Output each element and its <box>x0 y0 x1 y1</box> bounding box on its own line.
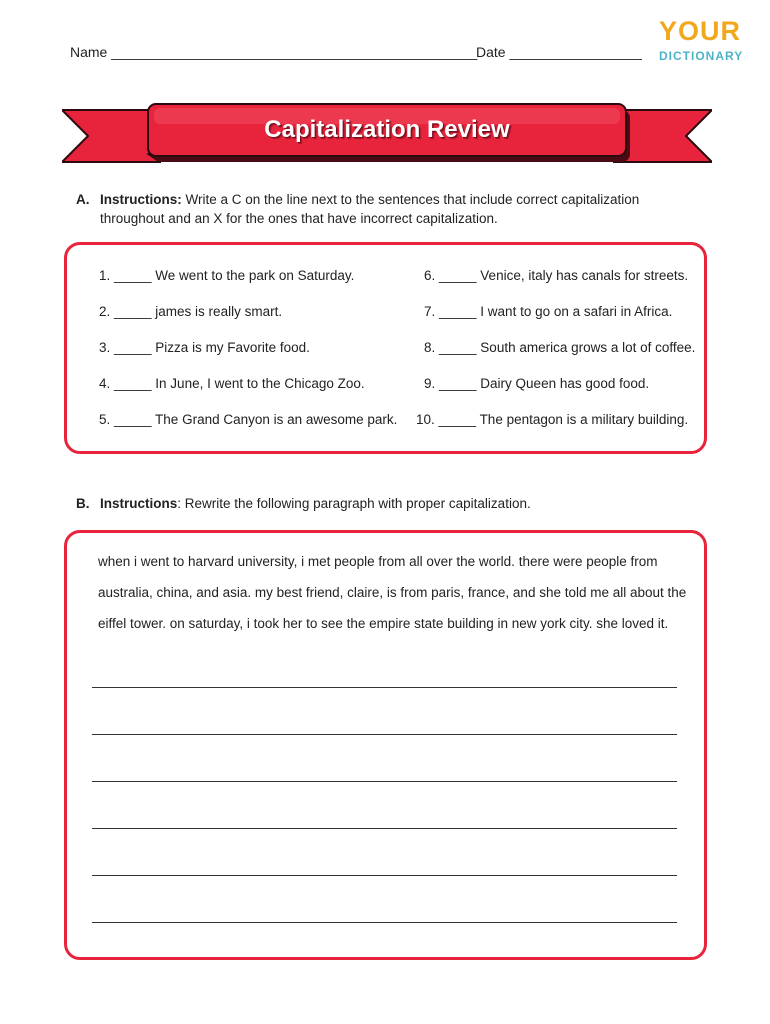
section-b-instructions-text: : Rewrite the following paragraph with proper capitalization. <box>177 496 531 511</box>
name-field[interactable]: Name _______________________________________________ <box>70 44 478 60</box>
date-field[interactable]: Date _________________ <box>476 44 642 60</box>
title-banner <box>62 100 712 172</box>
section-a-instructions-label: Instructions: <box>100 192 182 207</box>
paragraph-line: eiffel tower. on saturday, i took her to see the empire state building in new york city. she loved it. <box>98 616 669 631</box>
exercise-item-9[interactable]: 9. _____ Dairy Queen has good food. <box>424 376 650 391</box>
writing-line[interactable] <box>92 687 677 688</box>
writing-line[interactable] <box>92 734 677 735</box>
exercise-item-7[interactable]: 7. _____ I want to go on a safari in Africa. <box>424 304 673 319</box>
section-a-instructions-line1: Write a C on the line next to the sentences that include correct capitalization <box>185 192 640 207</box>
exercise-item-4[interactable]: 4. _____ In June, I went to the Chicago Zoo. <box>99 376 365 391</box>
section-b-instructions-label: Instructions <box>100 496 178 511</box>
paragraph-to-rewrite <box>98 546 698 639</box>
section-a-letter: A. <box>76 192 90 207</box>
paragraph-line: when i went to harvard university, i met people from all over the world. there were people from <box>98 554 658 569</box>
exercise-item-5[interactable]: 5. _____ The Grand Canyon is an awesome park. <box>99 412 398 427</box>
section-b-instructions <box>76 494 716 513</box>
logo-your-text: YOUR <box>659 16 742 46</box>
writing-line[interactable] <box>92 828 677 829</box>
logo-dictionary-text: DICTIONARY <box>659 49 744 63</box>
exercise-item-10[interactable]: 10. _____ The pentagon is a military building. <box>416 412 689 427</box>
writing-line[interactable] <box>92 875 677 876</box>
paragraph-line: australia, china, and asia. my best friend, claire, is from paris, france, and she told me all about the <box>98 585 687 600</box>
writing-line[interactable] <box>92 922 677 923</box>
section-a-instructions <box>76 190 716 228</box>
yourdictionary-logo <box>655 16 755 68</box>
exercise-item-8[interactable]: 8. _____ South america grows a lot of coffee. <box>424 340 696 355</box>
writing-line[interactable] <box>92 781 677 782</box>
exercise-item-2[interactable]: 2. _____ james is really smart. <box>99 304 283 319</box>
exercise-item-1[interactable]: 1. _____ We went to the park on Saturday. <box>99 268 355 283</box>
section-b-letter: B. <box>76 496 90 511</box>
exercise-item-6[interactable]: 6. _____ Venice, italy has canals for streets. <box>424 268 689 283</box>
exercise-item-3[interactable]: 3. _____ Pizza is my Favorite food. <box>99 340 310 355</box>
section-a-instructions-line2: throughout and an X for the ones that have incorrect capitalization. <box>100 211 498 226</box>
page-title: Capitalization Review <box>264 116 510 143</box>
